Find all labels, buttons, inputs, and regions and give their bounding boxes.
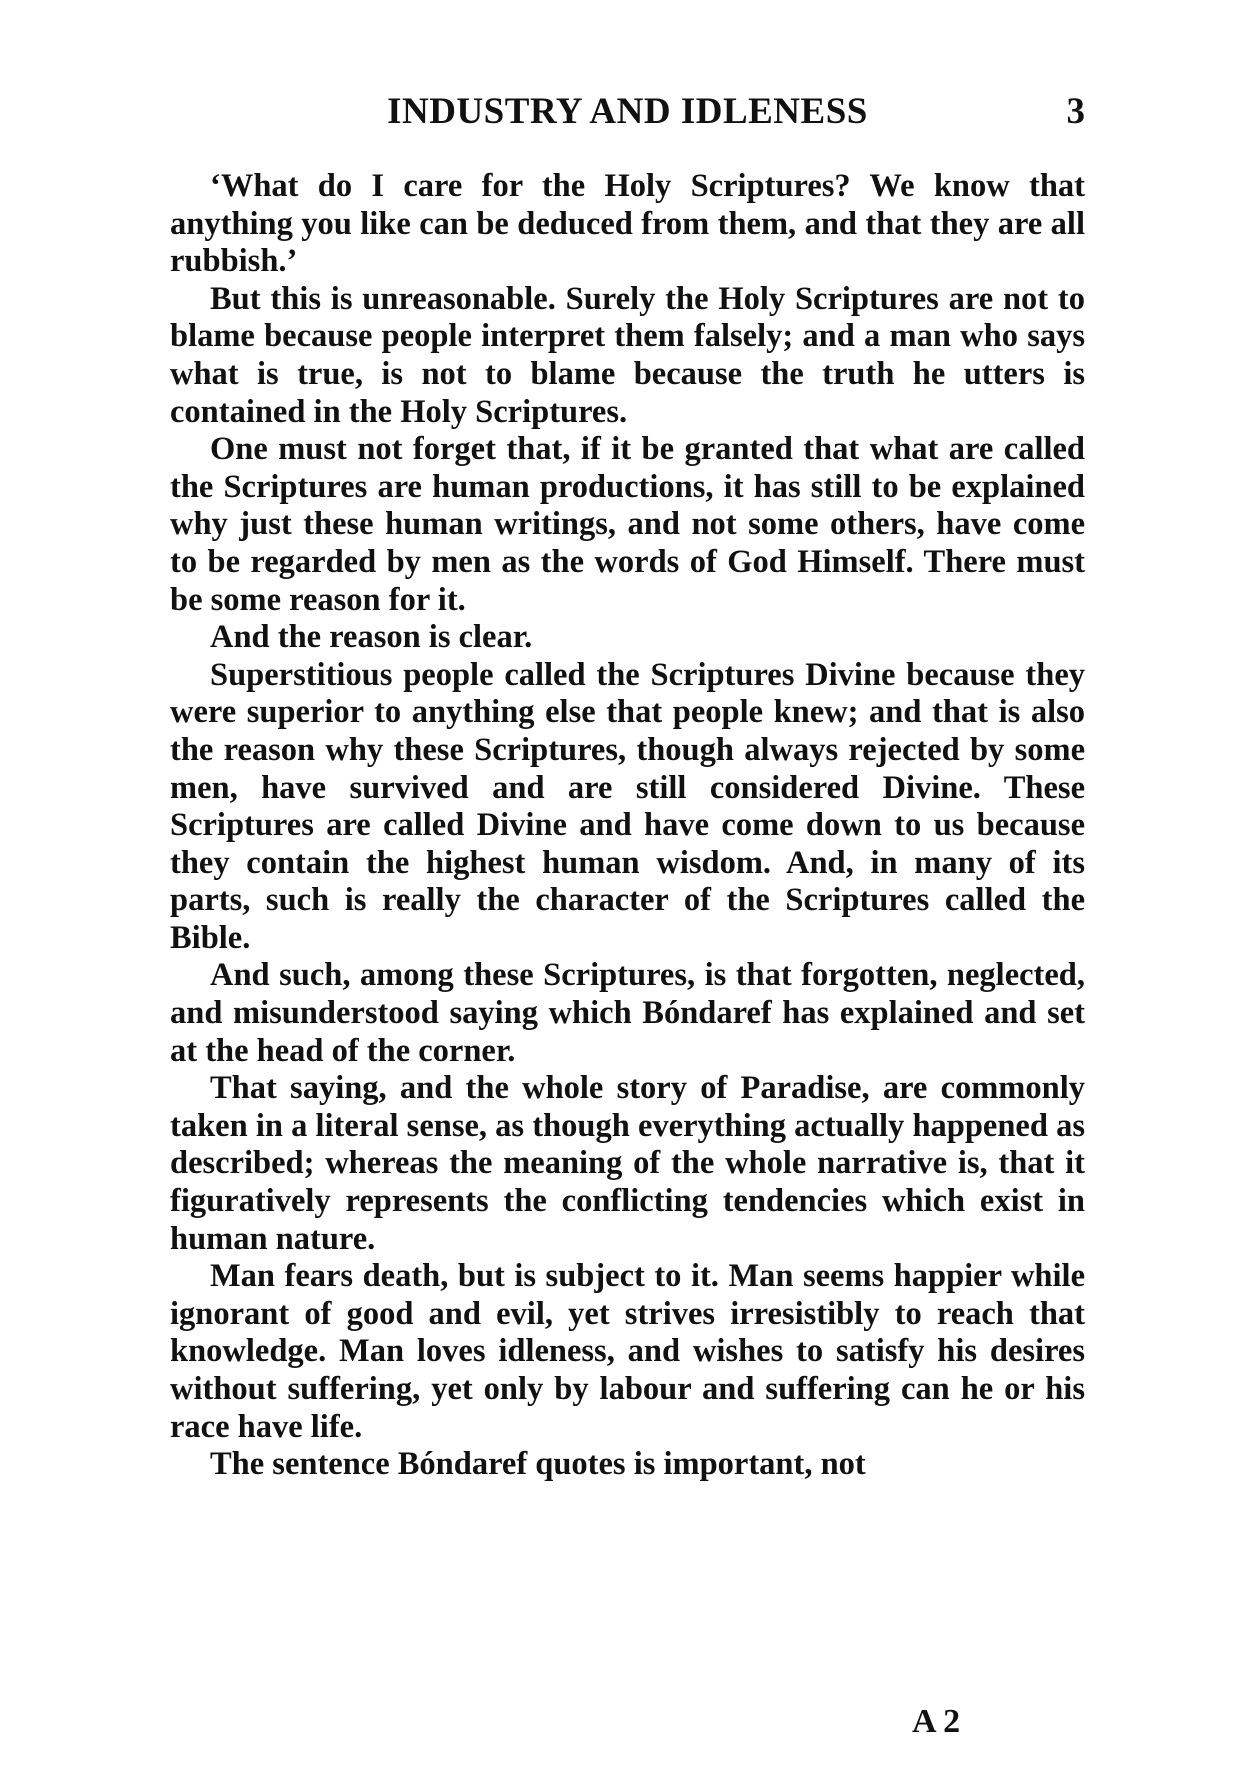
paragraph: And such, among these Scriptures, is that forgotten, neglected, and misunderstood saying which Bóndaref has explained and set at the head of the corner. [170, 957, 1085, 1069]
paragraph: But this is unreasonable. Surely the Holy Scriptures are not to blame because people interpret them falsely; and a man who says what is true, is not to blame because the truth he utters is contained in the Holy Scriptures. [170, 280, 1085, 430]
page-number: 3 [1066, 91, 1085, 132]
paragraph: And the reason is clear. [210, 619, 533, 656]
paragraph: Superstitious people called the Scriptures Divine because they were superior to anything else that people knew; and that is also the reason why these Scriptures, though always rejected by some men, have survived and are still considered Divine. These Scriptures are called Divine and have come down to us because they contain the highest human wisdom. And, in many of its parts, such is really the character of the Scriptures called the Bible. [170, 656, 1085, 956]
signature-mark: A 2 [912, 1703, 961, 1740]
paragraph: Man fears death, but is subject to it. Man seems happier while ignorant of good and evil, yet strives irresistibly to reach that knowledge. Man loves idleness, and wishes to satisfy his desires without suffering, yet only by labour and suffering can he or his race have life. [170, 1258, 1085, 1445]
paragraph: One must not forget that, if it be granted that what are called the Scriptures are human productions, it has still to be explained why just these human writings, and not some others, have come to be regarded by men as the words of God Himself. There must be some reason for it. [170, 431, 1085, 618]
body-text [170, 168, 1085, 1484]
paragraph: ‘What do I care for the Holy Scriptures? We know that anything you like can be deduced from them, and that they are all rubbish.’ [170, 168, 1085, 280]
paragraph: That saying, and the whole story of Paradise, are commonly taken in a literal sense, as though everything actually happened as described; whereas the meaning of the whole narrative is, that it figuratively represents the conflicting tendencies which exist in human nature. [170, 1070, 1085, 1257]
page-header [170, 90, 1085, 138]
paragraph: The sentence Bóndaref quotes is important, not [210, 1446, 866, 1483]
running-title: INDUSTRY AND IDLENESS [387, 91, 868, 132]
